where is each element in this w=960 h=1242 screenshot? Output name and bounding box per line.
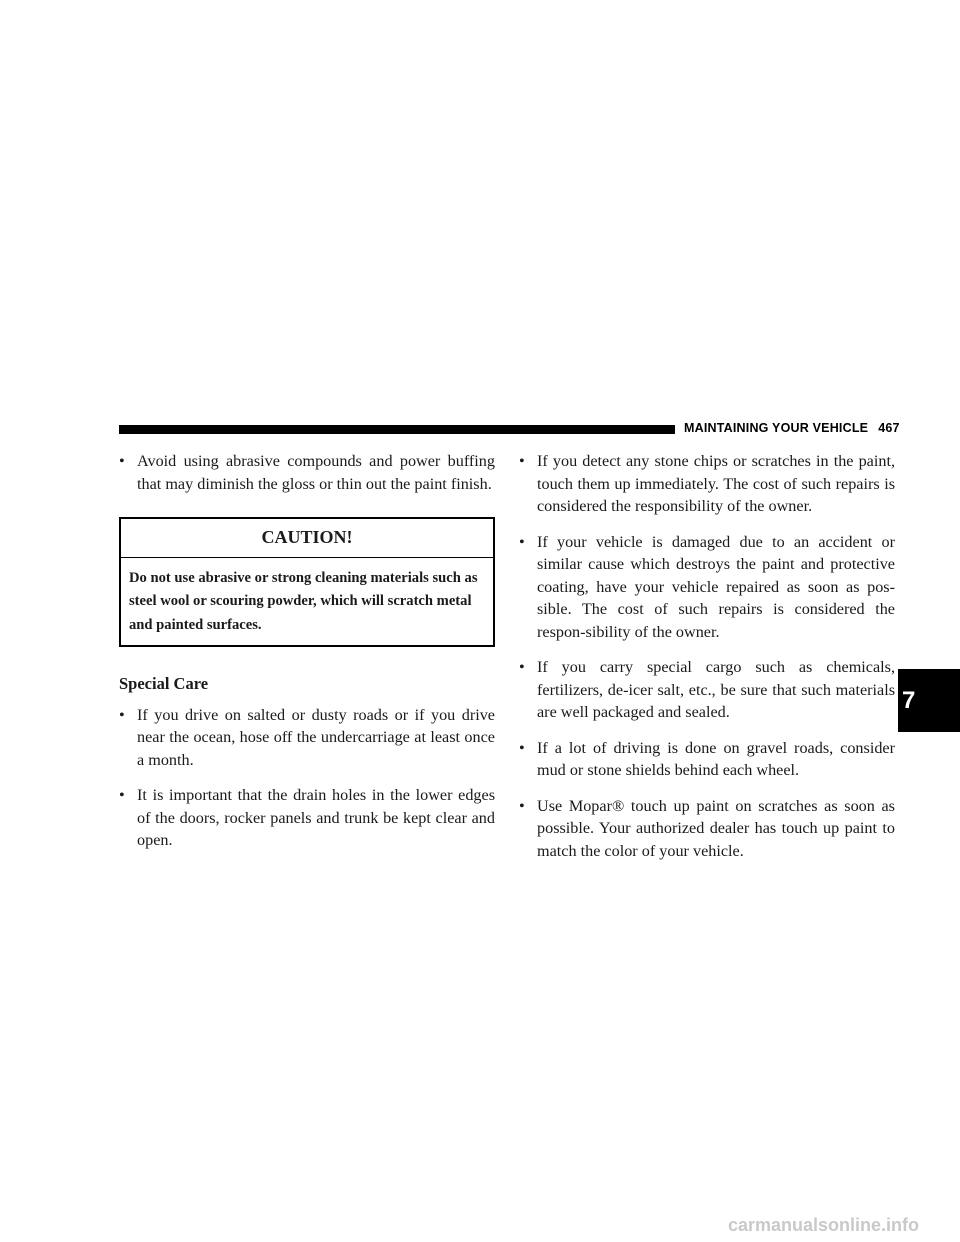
- section-title: MAINTAINING YOUR VEHICLE: [684, 421, 869, 435]
- bullet-icon: •: [519, 796, 525, 815]
- bullet-icon: •: [119, 786, 125, 804]
- list-item-text: If you drive on salted or dusty roads or if you drive near the ocean, hose off the undercarriage at least once a month.: [137, 705, 495, 769]
- list-item: [519, 737, 895, 782]
- list-item: [519, 450, 895, 518]
- list-item: [119, 450, 495, 495]
- running-header: [684, 421, 900, 435]
- list-item: [519, 531, 895, 644]
- page-number: 467: [878, 421, 900, 435]
- list-item: [519, 795, 895, 863]
- list-item-text: If you detect any stone chips or scratches in the paint, touch them up immediately. The cost of such repairs is considered the responsibility of the owner.: [537, 452, 895, 515]
- bullet-icon: •: [519, 738, 525, 757]
- header-rule: [119, 425, 675, 434]
- bullet-icon: •: [519, 532, 525, 551]
- chapter-tab: 7: [898, 669, 960, 732]
- left-column: [119, 450, 495, 865]
- section-heading: Special Care: [119, 674, 209, 693]
- list-item-text: If a lot of driving is done on gravel roads, consider mud or stone shields behind each wheel.: [537, 738, 895, 779]
- list-item-text: Use Mopar® touch up paint on scratches as soon as possible. Your authorized dealer has touch up paint to match the color of your vehicle.: [537, 796, 895, 860]
- special-care-list: [119, 704, 495, 852]
- list-item-text: If your vehicle is damaged due to an accident or similar cause which destroys the paint and protective coating, have your vehicle repaired as soon as pos-sible. The cost of such repairs is considered the respon-sibility of the owner.: [537, 532, 895, 641]
- caution-box: [119, 517, 495, 647]
- caution-title: CAUTION!: [121, 519, 493, 558]
- bullet-icon: •: [119, 705, 125, 724]
- bullet-icon: •: [119, 452, 125, 470]
- list-item: [119, 784, 495, 852]
- top-bullet-list: [119, 450, 495, 495]
- watermark: carmanualsonline.info: [728, 1215, 920, 1235]
- list-item-text: It is important that the drain holes in the lower edges of the doors, rocker panels and trunk be kept clear and open.: [137, 786, 495, 849]
- caution-text: Do not use abrasive or strong cleaning materials such as steel wool or scouring powder, which will scratch metal and painted surfaces.: [129, 569, 478, 633]
- list-item: [519, 656, 895, 724]
- list-item: [119, 704, 495, 772]
- list-item-text: Avoid using abrasive compounds and power buffing that may diminish the gloss or thin out the paint finish.: [137, 452, 495, 493]
- bullet-icon: •: [519, 452, 525, 470]
- bullet-icon: •: [519, 658, 525, 676]
- paint-care-list: [519, 450, 895, 862]
- right-column: [519, 450, 895, 875]
- list-item-text: If you carry special cargo such as chemicals, fertilizers, de-icer salt, etc., be sure that such materials are well packaged and sealed.: [537, 658, 895, 721]
